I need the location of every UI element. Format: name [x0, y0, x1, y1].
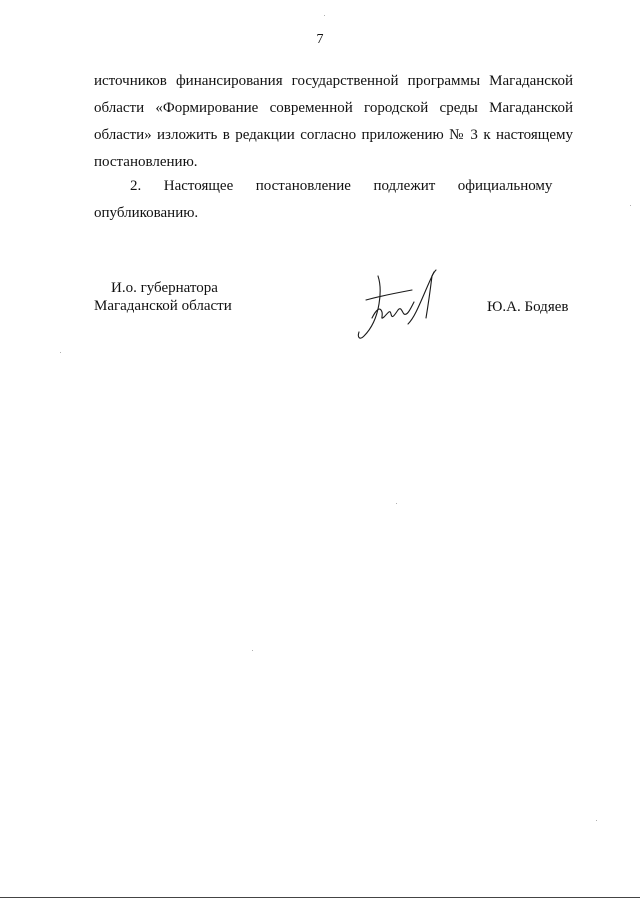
scan-edge-line	[0, 897, 640, 898]
handwritten-signature	[350, 262, 445, 342]
body-text-line: опубликованию.	[94, 205, 199, 221]
signatory-title	[94, 279, 232, 315]
body-text-line: источников финансирования государственной программы Магаданской	[94, 73, 573, 89]
scan-speck	[630, 205, 631, 206]
signatory-region: Магаданской области	[94, 298, 232, 314]
body-text-line: постановлению.	[94, 154, 198, 170]
scan-speck	[324, 15, 325, 16]
signatory-name: Ю.А. Бодяев	[487, 299, 569, 315]
scan-speck	[60, 352, 61, 353]
signatory-position: И.о. губернатора	[111, 280, 218, 296]
page-number: 7	[316, 32, 324, 47]
body-text-line: области» изложить в редакции согласно приложению № 3 к настоящему	[94, 127, 573, 143]
scan-speck	[396, 503, 397, 504]
body-text-line: области «Формирование современной городской среды Магаданской	[94, 100, 573, 116]
body-text-line: 2. Настоящее постановление подлежит официальному	[130, 178, 553, 194]
scan-speck	[252, 650, 253, 651]
scan-speck	[596, 820, 597, 821]
